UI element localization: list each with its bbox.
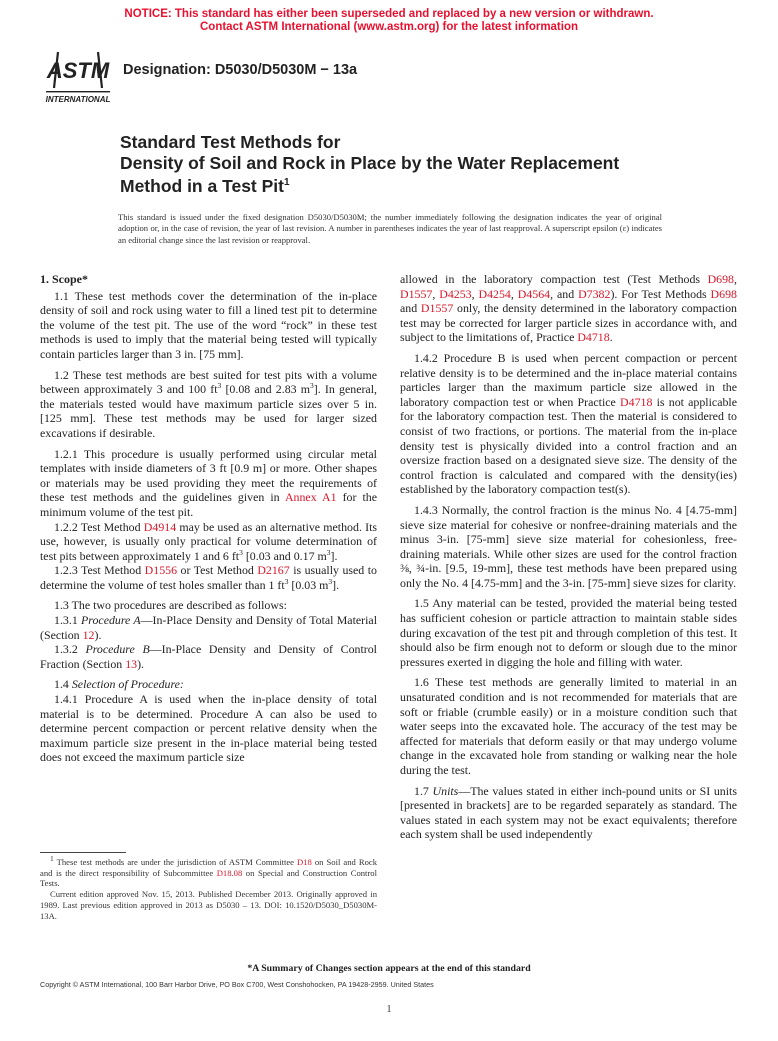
link-d7382[interactable]: D7382 — [578, 286, 611, 301]
link-d4718-2[interactable]: D4718 — [620, 394, 653, 409]
para-1-4-1: 1.4.1 Procedure A is used when the in-place density of total material is to be determined. Procedure A can also be used to determine percent compaction or percent relative density when the maximum particle size present in the in-place material being tested does not exceed the maximum particle size — [40, 692, 377, 765]
notice-line-2: Contact ASTM International (www.astm.org) for the latest information — [199, 21, 579, 33]
para-1-4-1-continued: allowed in the laboratory compaction test (Test Methods D698, D1557, D4253, D4254, D4564, and D7382). For Test Methods D698 and D1557 only, the density determined in the laboratory compaction test may be corrected for larger particle sizes in accordance with, and subject to the limitations of, Practice D4718. — [400, 272, 737, 345]
designation: Designation: D5030/D5030M − 13a — [123, 62, 358, 78]
link-d698-2[interactable]: D698 — [710, 286, 737, 301]
link-annex-a1[interactable]: Annex A1 — [284, 490, 337, 505]
link-d18-08[interactable]: D18.08 — [216, 867, 243, 878]
link-section-13[interactable]: 13 — [125, 656, 138, 671]
link-d4254[interactable]: D4254 — [478, 286, 511, 301]
astm-logo — [44, 48, 112, 108]
para-1-3-1: 1.3.1 Procedure A—In-Place Density and Density of Total Material (Section 12). — [40, 613, 377, 642]
issued-note: This standard is issued under the fixed designation D5030/D5030M; the number immediately following the designation indicates the year of original adoption or, in the case of revision, the year of last revision. A number in parentheses indicates the year of last reapproval. A superscript epsilon (ε) indicates an editorial change since the last revision or reapproval. — [118, 212, 662, 245]
para-1-4: 1.4 Selection of Procedure: — [54, 677, 184, 692]
para-1-3: 1.3 The two procedures are described as follows: — [54, 598, 287, 613]
para-1-2-3: 1.2.3 Test Method D1556 or Test Method D2167 is usually used to determine the volume of test holes smaller than 1 $ft^3$ [0.03 $m^3$]. — [40, 563, 377, 592]
link-d4718[interactable]: D4718 — [577, 330, 610, 345]
footnote-edition: Current edition approved Nov. 15, 2013. Published December 2013. Originally approved in 1989. Last previous edition approved in 2013 as D5030 – 13. DOI: 10.1520/D5030_D5030M-13A. — [40, 889, 377, 921]
para-1-5: 1.5 Any material can be tested, provided the material being tested has sufficient cohesion or particle attraction to maintain stable sides during excavation of the test pit and through completion of this test. It should also be firm enough not to deform or slough due to the minor pressures exerted in digging the hole and filling with water. — [400, 596, 737, 669]
para-1-1: 1.1 These test methods cover the determination of the in-place density of soil and rock using water to fill a lined test pit to determine the volume of the test pit. The use of the word “rock” in these test methods is used to imply that the material being tested will typically contain particles larger than 3 in. [75 mm]. — [40, 288, 377, 361]
notice-line-1: NOTICE: This standard has either been superseded and replaced by a new version or withdrawn. — [124, 8, 654, 20]
link-d4253[interactable]: D4253 — [439, 286, 472, 301]
para-1-2: 1.2 These test methods are best suited for test pits with a volume between approximately 3 and 100 $ft^3$ [0.08 and 2.83 $m^3$]. In general, the materials tested would have maximum particle sizes over 5 in. [125 mm]. These test methods may be used for larger sized excavations if desirable. — [40, 367, 377, 440]
right-column — [400, 272, 737, 848]
link-d1557[interactable]: D1557 — [400, 286, 433, 301]
para-1-6: 1.6 These test methods are generally limited to material in an unsaturated condition and is not recommended for materials that are soft or friable (crumble easily) or in a moisture condition such that water seeps into the excavated hole. The accuracy of the test may be affected for materials that deform easily or that may undergo volume change in the excavated hole from standing or walking near the hole during the test. — [400, 675, 737, 777]
withdrawal-notice — [0, 8, 778, 34]
summary-of-changes-note: *A Summary of Changes section appears at the end of this standard — [247, 963, 531, 974]
title-line-3: Method in a Test Pit$^1$ — [120, 175, 290, 196]
document-title — [120, 132, 680, 196]
page-number: 1 — [386, 1004, 392, 1015]
link-d1556[interactable]: D1556 — [144, 563, 178, 578]
para-1-7: 1.7 Units—The values stated in either inch-pound units or SI units [presented in brackets] are to be regarded separately as standard. The values stated in each system may not be exact equivalents; therefore each system shall be used independently — [400, 783, 737, 842]
footnote-divider — [40, 852, 126, 853]
link-d18[interactable]: D18 — [297, 857, 312, 867]
para-1-2-1: 1.2.1 This procedure is usually performed using circular metal templates with inside diameters of 3 ft [0.9 m] or more. Other shapes or materials may be used providing they meet the requirements of these test methods and the guidelines given in Annex A1 for the minimum volume of the test pit. — [40, 446, 377, 519]
left-column — [40, 272, 377, 771]
link-d698[interactable]: D698 — [707, 272, 735, 286]
link-d4564[interactable]: D4564 — [517, 286, 551, 301]
footnote-1: $^1$ These test methods are under the jurisdiction of ASTM Committee D18 on Soil and Rock and is the direct responsibility of Subcommittee D18.08 on Special and Construction Control Tests. — [40, 854, 377, 889]
title-line-1: Standard Test Methods for — [120, 132, 341, 152]
svg-text:ASTM: ASTM — [46, 58, 110, 83]
para-1-4-2: 1.4.2 Procedure B is used when percent compaction or percent relative density is to be determined and the in-place material contains particles larger than the maximum particle size allowed in the laboratory compaction test or when Practice D4718 is not applicable for the laboratory compaction test. Then the material is considered to consist of two fractions, or portions. The material from the in-place density test is physically divided into a control fraction and an oversize fraction based on a designated sieve size. The density of the control fraction is calculated and compared with the density(ies) established by the laboratory compaction test(s). — [400, 350, 737, 497]
para-1-3-2: 1.3.2 Procedure B—In-Place Density and Density of Control Fraction (Section 13). — [40, 642, 377, 671]
link-d1557-2[interactable]: D1557 — [420, 301, 454, 316]
title-footnote-mark: 1 — [284, 177, 290, 188]
section-heading-scope: 1. Scope* — [40, 272, 88, 286]
title-line-2: Density of Soil and Rock in Place by the Water Replacement — [120, 152, 620, 173]
link-section-12[interactable]: 12 — [82, 627, 95, 642]
para-1-4-3: 1.4.3 Normally, the control fraction is the minus No. 4 [4.75-mm] sieve size material for cohesive or nonfree-draining materials and the minus 3-in. [75-mm] sieve size material for cohesionless, free-draining materials. While other sizes are used for the control fraction ⅜, ¾-in. [9.5, 19-mm], these test methods have been prepared using only the No. 4 [4.75-mm] and the 3-in. [75-mm] sieve sizes for clarity. — [400, 502, 737, 590]
link-d4914[interactable]: D4914 — [143, 519, 177, 534]
copyright-line: Copyright © ASTM International, 100 Barr Harbor Drive, PO Box C700, West Conshohocken, PA 19428-2959. United States — [40, 980, 434, 989]
para-1-2-2: 1.2.2 Test Method D4914 may be used as an alternative method. Its use, however, is usually only practical for volume determination of test pits between approximately 1 and 6 $ft^3$ [0.03 and 0.17 $m^3$]. — [40, 519, 377, 563]
link-d2167[interactable]: D2167 — [257, 563, 290, 578]
logo-text: INTERNATIONAL — [45, 95, 111, 104]
footnotes — [40, 854, 377, 921]
